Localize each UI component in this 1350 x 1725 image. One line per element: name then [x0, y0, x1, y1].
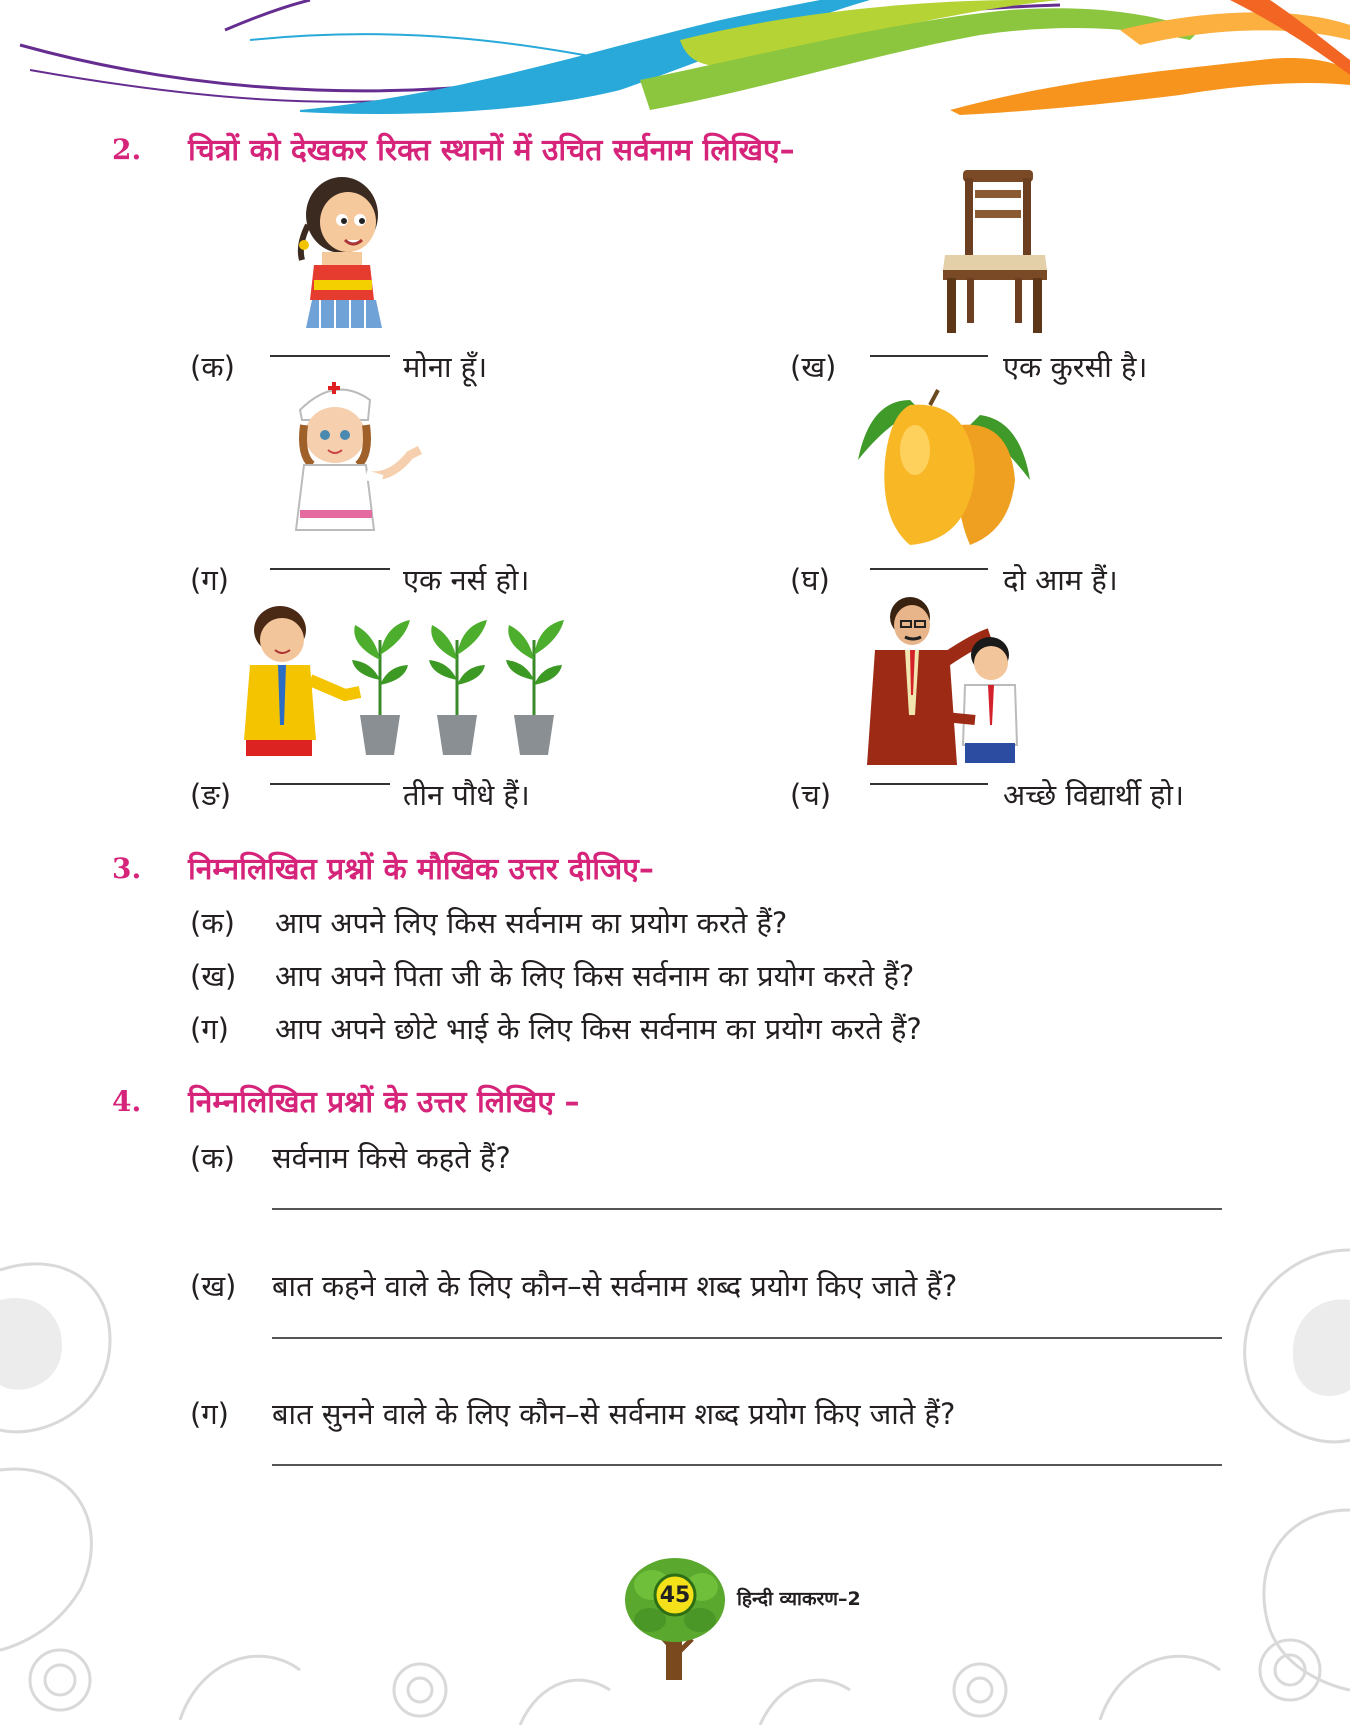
section-4-q1-marker: (क) — [190, 1141, 235, 1175]
item-nga-blank[interactable] — [270, 783, 390, 785]
section-3-q3-marker: (ग) — [190, 1012, 229, 1046]
section-3-q1-text: आप अपने लिए किस सर्वनाम का प्रयोग करते हैं? — [275, 906, 788, 940]
section-4-q1-text: सर्वनाम किसे कहते हैं? — [272, 1141, 511, 1175]
section-3-q2-text: आप अपने पिता जी के लिए किस सर्वनाम का प्रयोग करते हैं? — [275, 959, 915, 993]
plant-2 — [429, 620, 487, 755]
section-4-q3-marker: (ग) — [190, 1397, 229, 1431]
section-4-q3-text: बात सुनने वाले के लिए कौन–से सर्वनाम शब्द प्रयोग किए जाते हैं? — [272, 1397, 956, 1431]
section-4-q2-marker: (ख) — [190, 1269, 237, 1303]
section-2-number: 2. — [112, 133, 142, 166]
item-kha-blank[interactable] — [870, 355, 988, 357]
item-ga-blank[interactable] — [270, 568, 390, 570]
teacher-student-illustration — [865, 595, 1025, 770]
item-kha-marker: (ख) — [790, 350, 837, 384]
section-4-q2-text: बात कहने वाले के लिए कौन–से सर्वनाम शब्द प्रयोग किए जाते हैं? — [272, 1269, 958, 1303]
section-3-q2-marker: (ख) — [190, 959, 237, 993]
item-nga-text: तीन पौधे हैं। — [403, 778, 530, 812]
item-kha-text: एक कुरसी है। — [1003, 350, 1148, 384]
item-ka-blank[interactable] — [270, 355, 390, 357]
boy-with-plants-illustration — [240, 600, 590, 760]
section-4-q3-answer-line[interactable] — [272, 1464, 1222, 1466]
chair-illustration — [935, 170, 1055, 335]
item-nga-marker: (ङ) — [190, 778, 232, 812]
book-title: हिन्दी व्याकरण–2 — [737, 1588, 861, 1610]
section-4-q2-answer-line[interactable] — [272, 1337, 1222, 1339]
item-ga-marker: (ग) — [190, 563, 229, 597]
header-swoosh-decoration — [0, 0, 1350, 125]
section-4-number: 4. — [112, 1085, 142, 1118]
plant-1 — [352, 620, 410, 755]
section-3-q1-marker: (क) — [190, 906, 235, 940]
page-number: 45 — [659, 1583, 691, 1608]
section-4-q1-answer-line[interactable] — [272, 1208, 1222, 1210]
nurse-illustration — [290, 380, 440, 550]
section-3-number: 3. — [112, 852, 142, 885]
item-ka-text: मोना हूँ। — [403, 350, 488, 384]
item-gha-marker: (घ) — [790, 563, 830, 597]
girl-illustration — [290, 170, 390, 335]
section-3-q3-text: आप अपने छोटे भाई के लिए किस सर्वनाम का प्रयोग करते हैं? — [275, 1012, 922, 1046]
item-ga-text: एक नर्स हो। — [403, 563, 530, 597]
plant-3 — [506, 620, 564, 755]
item-gha-text: दो आम हैं। — [1003, 563, 1118, 597]
section-3-title: निम्नलिखित प्रश्नों के मौखिक उत्तर दीजिए– — [188, 852, 654, 887]
mangoes-illustration — [850, 380, 1030, 550]
section-4-title: निम्नलिखित प्रश्नों के उत्तर लिखिए – — [188, 1085, 580, 1120]
section-2-title: चित्रों को देखकर रिक्त स्थानों में उचित सर्वनाम लिखिए– — [188, 133, 795, 168]
item-cha-text: अच्छे विद्यार्थी हो। — [1003, 778, 1184, 812]
item-ka-marker: (क) — [190, 350, 235, 384]
item-gha-blank[interactable] — [870, 568, 988, 570]
item-cha-blank[interactable] — [870, 783, 988, 785]
tree-page-badge — [620, 1555, 730, 1680]
item-cha-marker: (च) — [790, 778, 832, 812]
